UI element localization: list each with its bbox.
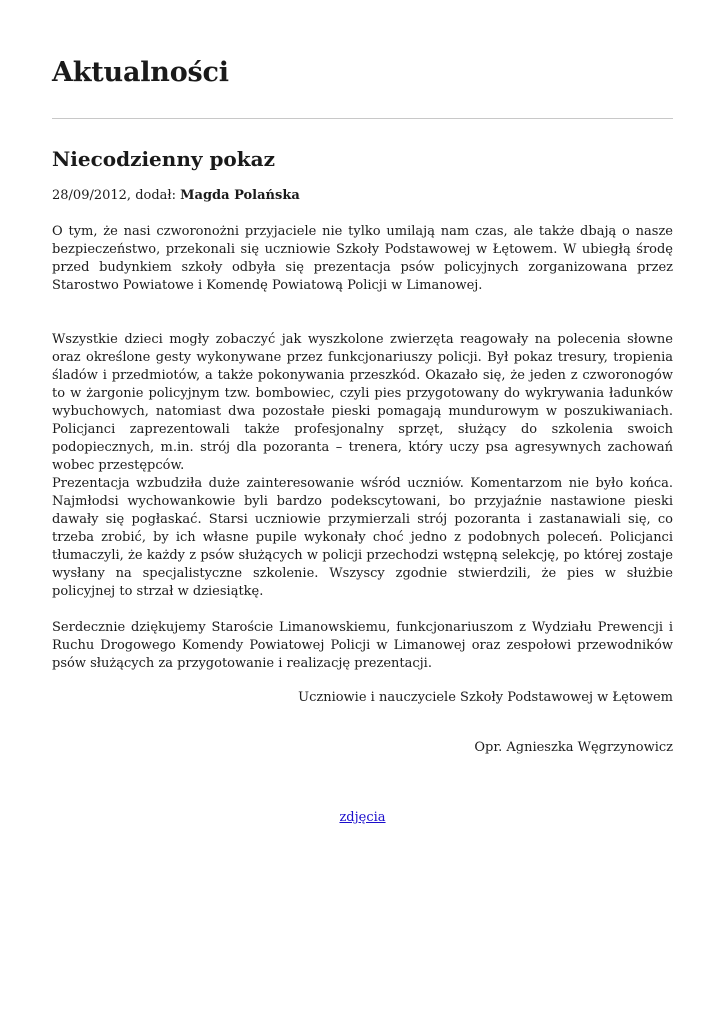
page-content — [52, 0, 673, 827]
signature-school: Uczniowie i nauczyciele Szkoły Podstawowej w Łętowem — [298, 690, 673, 705]
photos-link-container — [52, 809, 673, 827]
page-title: Aktualności — [52, 57, 229, 88]
article-title: Niecodzienny pokaz — [52, 147, 275, 171]
article-paragraph: Serdecznie dziękujemy Staroście Limanowskiemu, funkcjonariuszom z Wydziału Prewencji i Ruchu Drogowego Komendy Powiatowej Policji w Limanowej oraz zespołowi przewodników psów służących za przygotowanie i realizację prezentacji. — [52, 620, 673, 671]
article-meta — [52, 187, 673, 205]
article-paragraph: O tym, że nasi czworonożni przyjaciele nie tylko umilają nam czas, ale także dbają o nasze bezpieczeństwo, przekonali się uczniowie Szkoły Podstawowej w Łętowem. W ubiegłą środę przed budynkiem szkoły odbyła się prezentacja psów policyjnych zorganizowana przez Starostwo Powiatowe i Komendę Powiatową Policji w Limanowej. — [52, 224, 673, 293]
article-paragraph: Prezentacja wzbudziła duże zainteresowanie wśród uczniów. Komentarzom nie było końca. Najmłodsi wychowankowie byli bardzo podekscytowani, bo przyjaźnie nastawione pieski dawały się pogłaskać. Starsi uczniowie przymierzali strój pozoranta i zastanawiali się, co trzeba zrobić, by ich własne pupile wykonały choć jedno z podobnych poleceń. Policjanci tłumaczyli, że każdy z psów służących w policji przechodzi wstępną selekcję, po której zostaje wysłany na specjalistyczne szkolenie. Wszyscy zgodnie stwierdzili, że pies w służbie policyjnej to strzał w dziesiątkę. — [52, 476, 673, 599]
article-paragraph: Wszystkie dzieci mogły zobaczyć jak wyszkolone zwierzęta reagowały na polecenia słowne oraz określone gesty wykonywane przez funkcjonariuszy policji. Był pokaz tresury, tropienia śladów i przedmiotów, a także pokonywania przeszkód. Okazało się, że jeden z czworonogów to w żargonie policyjnym tzw. bombowiec, czyli pies przygotowany do wykrywania ładunków wybuchowych, natomiast dwa pozostałe pieski pomagają mundurowym w poszukiwaniach. Policjanci zaprezentowali także profesjonalny sprzęt, służący do szkolenia swoich podopiecznych, m.in. strój dla pozoranta – trenera, który uczy psa agresywnych zachowań wobec przestępców. — [52, 332, 673, 473]
article-author: Magda Polańska — [180, 188, 300, 203]
photos-link[interactable]: zdjęcia — [339, 810, 386, 825]
header-divider — [52, 118, 673, 119]
article-date: 28/09/2012, dodał: — [52, 188, 181, 203]
signature-author: Opr. Agnieszka Węgrzynowicz — [474, 740, 673, 755]
